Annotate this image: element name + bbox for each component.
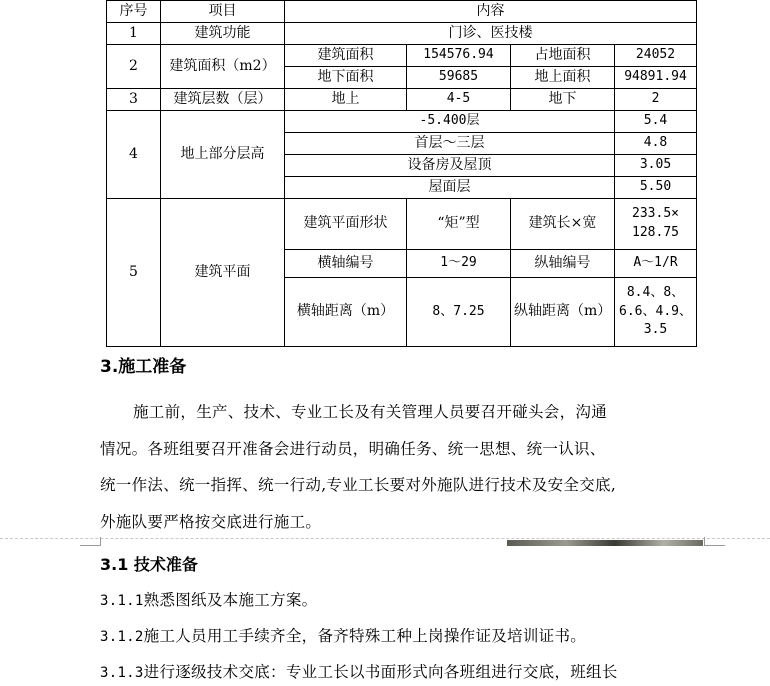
cell-label: 地下 [511, 89, 615, 111]
cell-value: 8.4、8、6.6、4.9、3.5 [615, 278, 697, 347]
floor-height: 5.50 [615, 177, 697, 199]
cell-value: 2 [615, 89, 697, 111]
cell-value: 1～29 [407, 250, 511, 278]
cell-label: 纵轴编号 [511, 250, 615, 278]
cell-label: 地上 [285, 89, 407, 111]
cell-label: 横轴距离（m） [285, 278, 407, 347]
row-content: 门诊、医技楼 [285, 23, 697, 45]
table-row [107, 89, 697, 111]
row-item: 建筑层数（层） [161, 89, 285, 111]
header-cell: 项目 [161, 1, 285, 23]
body-paragraph [100, 394, 700, 540]
section-heading: 3.施工准备 [100, 357, 187, 377]
cell-label: 建筑平面形状 [285, 199, 407, 250]
list-item [100, 588, 720, 610]
paragraph-line: 情况。各班组要召开准备会进行动员，明确任务、统一思想、统一认识、 [100, 439, 606, 458]
item-number: 3.1.1 [100, 593, 144, 609]
table-row [107, 45, 697, 67]
cell-label: 建筑长×宽 [511, 199, 615, 250]
row-item: 建筑功能 [161, 23, 285, 45]
floor-label: 设备房及屋顶 [285, 155, 615, 177]
cell-label: 建筑面积 [285, 45, 407, 67]
cell-label: 纵轴距离（m） [511, 278, 615, 347]
item-number: 3.1.3 [100, 665, 144, 681]
table-row [107, 23, 697, 45]
list-item [100, 660, 720, 682]
list-item [100, 624, 720, 646]
cell-label: 地下面积 [285, 67, 407, 89]
item-text: 进行逐级技术交底：专业工长以书面形式向各班组进行交底，班组长 [143, 663, 618, 681]
paragraph-line: 施工前，生产、技术、专业工长及有关管理人员要召开碰头会，沟通 [133, 403, 608, 421]
cell-value: 4-5 [407, 89, 511, 111]
item-text: 熟悉图纸及本施工方案。 [143, 591, 318, 609]
embedded-image-edge [507, 540, 703, 546]
row-number: 4 [107, 111, 161, 199]
row-number: 2 [107, 45, 161, 89]
cell-label: 横轴编号 [285, 250, 407, 278]
cell-value: 8、7.25 [407, 278, 511, 347]
paragraph-line: 统一作法、统一指挥、统一行动,专业工长要对外施队进行技术及安全交底, [100, 476, 617, 494]
margin-corner-mark [80, 537, 101, 546]
row-number: 5 [107, 199, 161, 347]
item-text: 施工人员用工手续齐全，备齐特殊工种上岗操作证及培训证书。 [143, 627, 587, 645]
margin-corner-mark [704, 537, 725, 546]
cell-value: 59685 [407, 67, 511, 89]
cell-value: A～1/R [615, 250, 697, 278]
row-number: 1 [107, 23, 161, 45]
row-item: 建筑面积（m2） [161, 45, 285, 89]
cell-value: 233.5× 128.75 [615, 199, 697, 250]
table-header-row [107, 1, 697, 23]
cell-value: “矩”型 [407, 199, 511, 250]
header-cell: 内容 [285, 1, 697, 23]
cell-label: 地上面积 [511, 67, 615, 89]
row-number: 3 [107, 89, 161, 111]
table-row [107, 199, 697, 250]
row-item: 建筑平面 [161, 199, 285, 347]
row-item: 地上部分层高 [161, 111, 285, 199]
floor-height: 4.8 [615, 133, 697, 155]
floor-height: 3.05 [615, 155, 697, 177]
cell-value: 94891.94 [615, 67, 697, 89]
floor-height: 5.4 [615, 111, 697, 133]
subsection-heading: 3.1 技术准备 [100, 555, 198, 574]
header-cell: 序号 [107, 1, 161, 23]
table-row [107, 111, 697, 133]
cell-value: 24052 [615, 45, 697, 67]
floor-label: -5.400层 [285, 111, 615, 133]
item-number: 3.1.2 [100, 629, 144, 645]
floor-label: 首层～三层 [285, 133, 615, 155]
paragraph-line: 外施队要严格按交底进行施工。 [100, 512, 322, 531]
floor-label: 屋面层 [285, 177, 615, 199]
building-info-table [106, 0, 697, 347]
cell-value: 154576.94 [407, 45, 511, 67]
cell-label: 占地面积 [511, 45, 615, 67]
